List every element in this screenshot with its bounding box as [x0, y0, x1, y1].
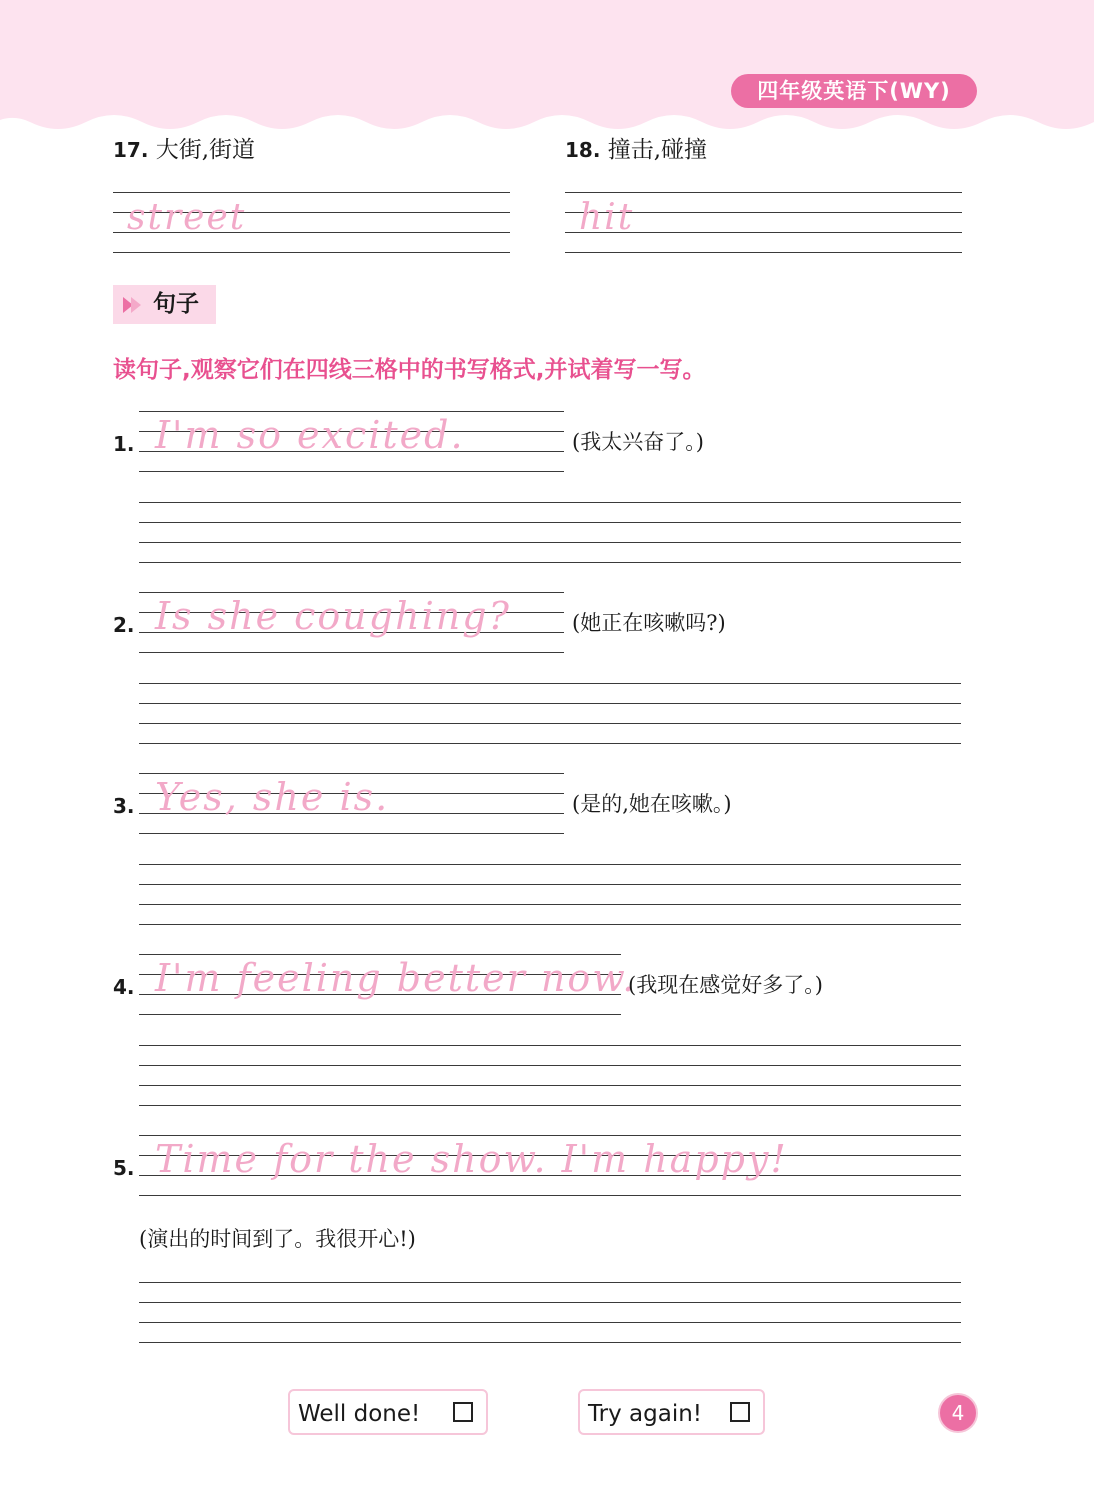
translation-3: (是的,她在咳嗽。)	[572, 792, 732, 816]
page-header	[0, 0, 1094, 140]
translation-5: (演出的时间到了。我很开心!)	[139, 1227, 416, 1251]
trace-sentence-4: I'm feeling better now.	[155, 956, 637, 1000]
word-number: 17.	[113, 138, 149, 162]
writing-grid-sentence-3[interactable]	[139, 864, 961, 926]
book-title-badge: 四年级英语下(WY)	[731, 74, 977, 108]
four-line-grid-word-18[interactable]	[565, 192, 962, 254]
four-line-grid-word-17[interactable]	[113, 192, 510, 254]
sentence-number-2: 2.	[113, 613, 135, 637]
sentence-number-5: 5.	[113, 1156, 135, 1180]
page-number: 4	[938, 1393, 978, 1433]
sentence-number-3: 3.	[113, 794, 135, 818]
try-again-checkbox[interactable]	[730, 1402, 750, 1422]
translation-1: (我太兴奋了。)	[572, 430, 704, 454]
section-title: 句子	[153, 291, 199, 317]
sentence-number-1: 1.	[113, 432, 135, 456]
trace-grid-sentence-5	[139, 1135, 961, 1197]
trace-grid-sentence-4	[139, 954, 637, 1016]
sentence-number-4: 4.	[113, 975, 135, 999]
word-number: 18.	[565, 138, 601, 162]
wavy-header-background	[0, 0, 1094, 140]
trace-grid-sentence-3	[139, 773, 564, 835]
well-done-label: Well done!	[298, 1401, 421, 1427]
word-meaning: 撞击,碰撞	[607, 137, 708, 163]
writing-grid-sentence-2[interactable]	[139, 683, 961, 745]
trace-sentence-1: I'm so excited.	[155, 413, 465, 457]
well-done-checkbox[interactable]	[453, 1402, 473, 1422]
double-triangle-icon-part	[131, 297, 141, 313]
word-item-18	[565, 136, 707, 164]
writing-grid-sentence-5[interactable]	[139, 1282, 961, 1344]
writing-grid-sentence-1[interactable]	[139, 502, 961, 564]
try-again-option[interactable]	[578, 1389, 765, 1435]
trace-grid-sentence-1	[139, 411, 564, 473]
word-item-17	[113, 136, 255, 164]
word-meaning: 大街,街道	[155, 137, 256, 163]
trace-word-street: street	[127, 197, 247, 238]
translation-4: (我现在感觉好多了。)	[628, 973, 823, 997]
instruction-text: 读句子,观察它们在四线三格中的书写格式,并试着写一写。	[113, 357, 706, 383]
well-done-option[interactable]	[288, 1389, 488, 1435]
trace-word-hit: hit	[579, 197, 635, 238]
translation-2: (她正在咳嗽吗?)	[572, 611, 726, 635]
section-tag	[113, 285, 216, 324]
trace-sentence-2: Is she coughing?	[155, 594, 511, 638]
try-again-label: Try again!	[588, 1401, 703, 1427]
trace-sentence-3: Yes, she is.	[155, 775, 390, 819]
trace-sentence-5: Time for the show. I'm happy!	[155, 1137, 788, 1181]
writing-grid-sentence-4[interactable]	[139, 1045, 961, 1107]
trace-grid-sentence-2	[139, 592, 564, 654]
